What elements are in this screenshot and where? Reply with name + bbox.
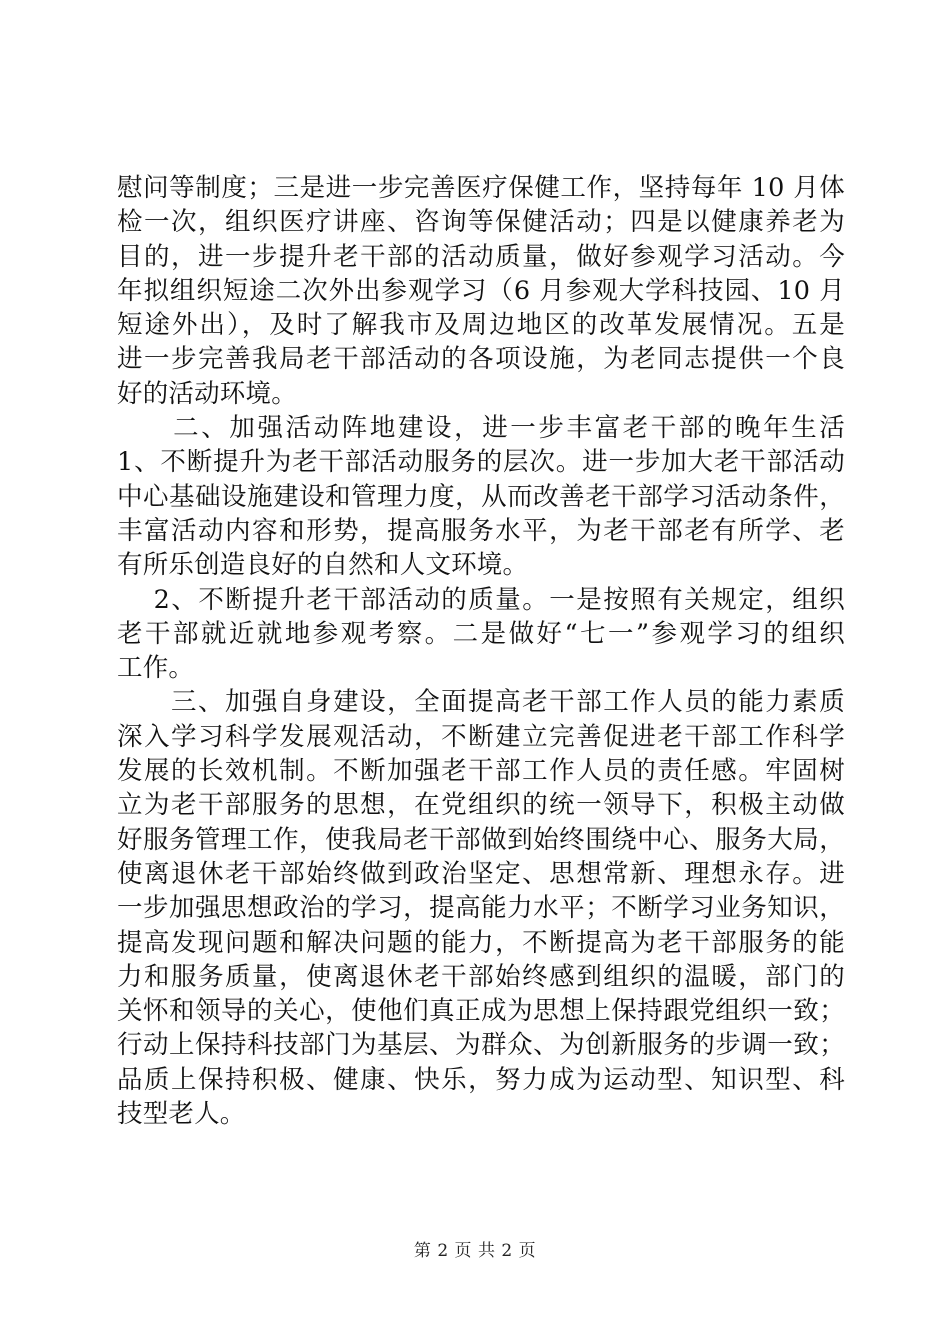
- text-line: 工作。: [117, 653, 195, 684]
- text-line: 发展的长效机制。不断加强老干部工作人员的责任感。牢固树: [117, 756, 845, 787]
- text-line: 老干部就近就地参观考察。二是做好“七一”参观学习的组织: [117, 618, 845, 649]
- text-line: 关怀和领导的关心，使他们真正成为思想上保持跟党组织一致；: [117, 996, 845, 1027]
- document-body: [117, 171, 845, 1131]
- text-line: 二、加强活动阵地建设，进一步丰富老干部的晚年生活: [117, 413, 845, 444]
- text-line: 提高发现问题和解决问题的能力，不断提高为老干部服务的能: [117, 927, 845, 958]
- text-line: 慰问等制度；三是进一步完善医疗保健工作，坚持每年 10 月体: [117, 173, 845, 203]
- text-line: 2、不断提升老干部活动的质量。一是按照有关规定，组织: [117, 584, 845, 615]
- text-line: 1、不断提升为老干部活动服务的层次。进一步加大老干部活动: [117, 447, 845, 478]
- text-line: 行动上保持科技部门为基层、为群众、为创新服务的步调一致；: [117, 1030, 845, 1061]
- text-line: 品质上保持积极、健康、快乐，努力成为运动型、知识型、科: [117, 1064, 845, 1095]
- text-line: 好服务管理工作，使我局老干部做到始终围绕中心、服务大局，: [117, 824, 845, 855]
- page-number-footer: 第 2 页 共 2 页: [413, 1241, 537, 1261]
- text-line: 一步加强思想政治的学习，提高能力水平；不断学习业务知识，: [117, 893, 845, 924]
- text-line: 技型老人。: [117, 1099, 246, 1130]
- text-line: 进一步完善我局老干部活动的各项设施，为老同志提供一个良: [117, 344, 845, 375]
- text-line: 使离退休老干部始终做到政治坚定、思想常新、理想永存。进: [117, 858, 845, 889]
- text-line: 中心基础设施建设和管理力度，从而改善老干部学习活动条件，: [117, 481, 845, 512]
- text-line: 三、加强自身建设，全面提高老干部工作人员的能力素质: [117, 687, 845, 718]
- text-line: 有所乐创造良好的自然和人文环境。: [117, 550, 529, 581]
- text-line: 目的，进一步提升老干部的活动质量，做好参观学习活动。今: [117, 241, 845, 272]
- text-line: 好的活动环境。: [117, 378, 297, 409]
- text-line: 力和服务质量，使离退休老干部始终感到组织的温暖，部门的: [117, 961, 845, 992]
- text-line: 年拟组织短途二次外出参观学习（6 月参观大学科技园、10 月: [117, 275, 845, 306]
- text-line: 短途外出），及时了解我市及周边地区的改革发展情况。五是: [117, 310, 845, 341]
- text-line: 检一次，组织医疗讲座、咨询等保健活动；四是以健康养老为: [117, 207, 845, 238]
- text-line: 深入学习科学发展观活动，不断建立完善促进老干部工作科学: [117, 721, 845, 752]
- text-line: 立为老干部服务的思想，在党组织的统一领导下，积极主动做: [117, 790, 845, 821]
- text-line: 丰富活动内容和形势，提高服务水平，为老干部老有所学、老: [117, 515, 845, 546]
